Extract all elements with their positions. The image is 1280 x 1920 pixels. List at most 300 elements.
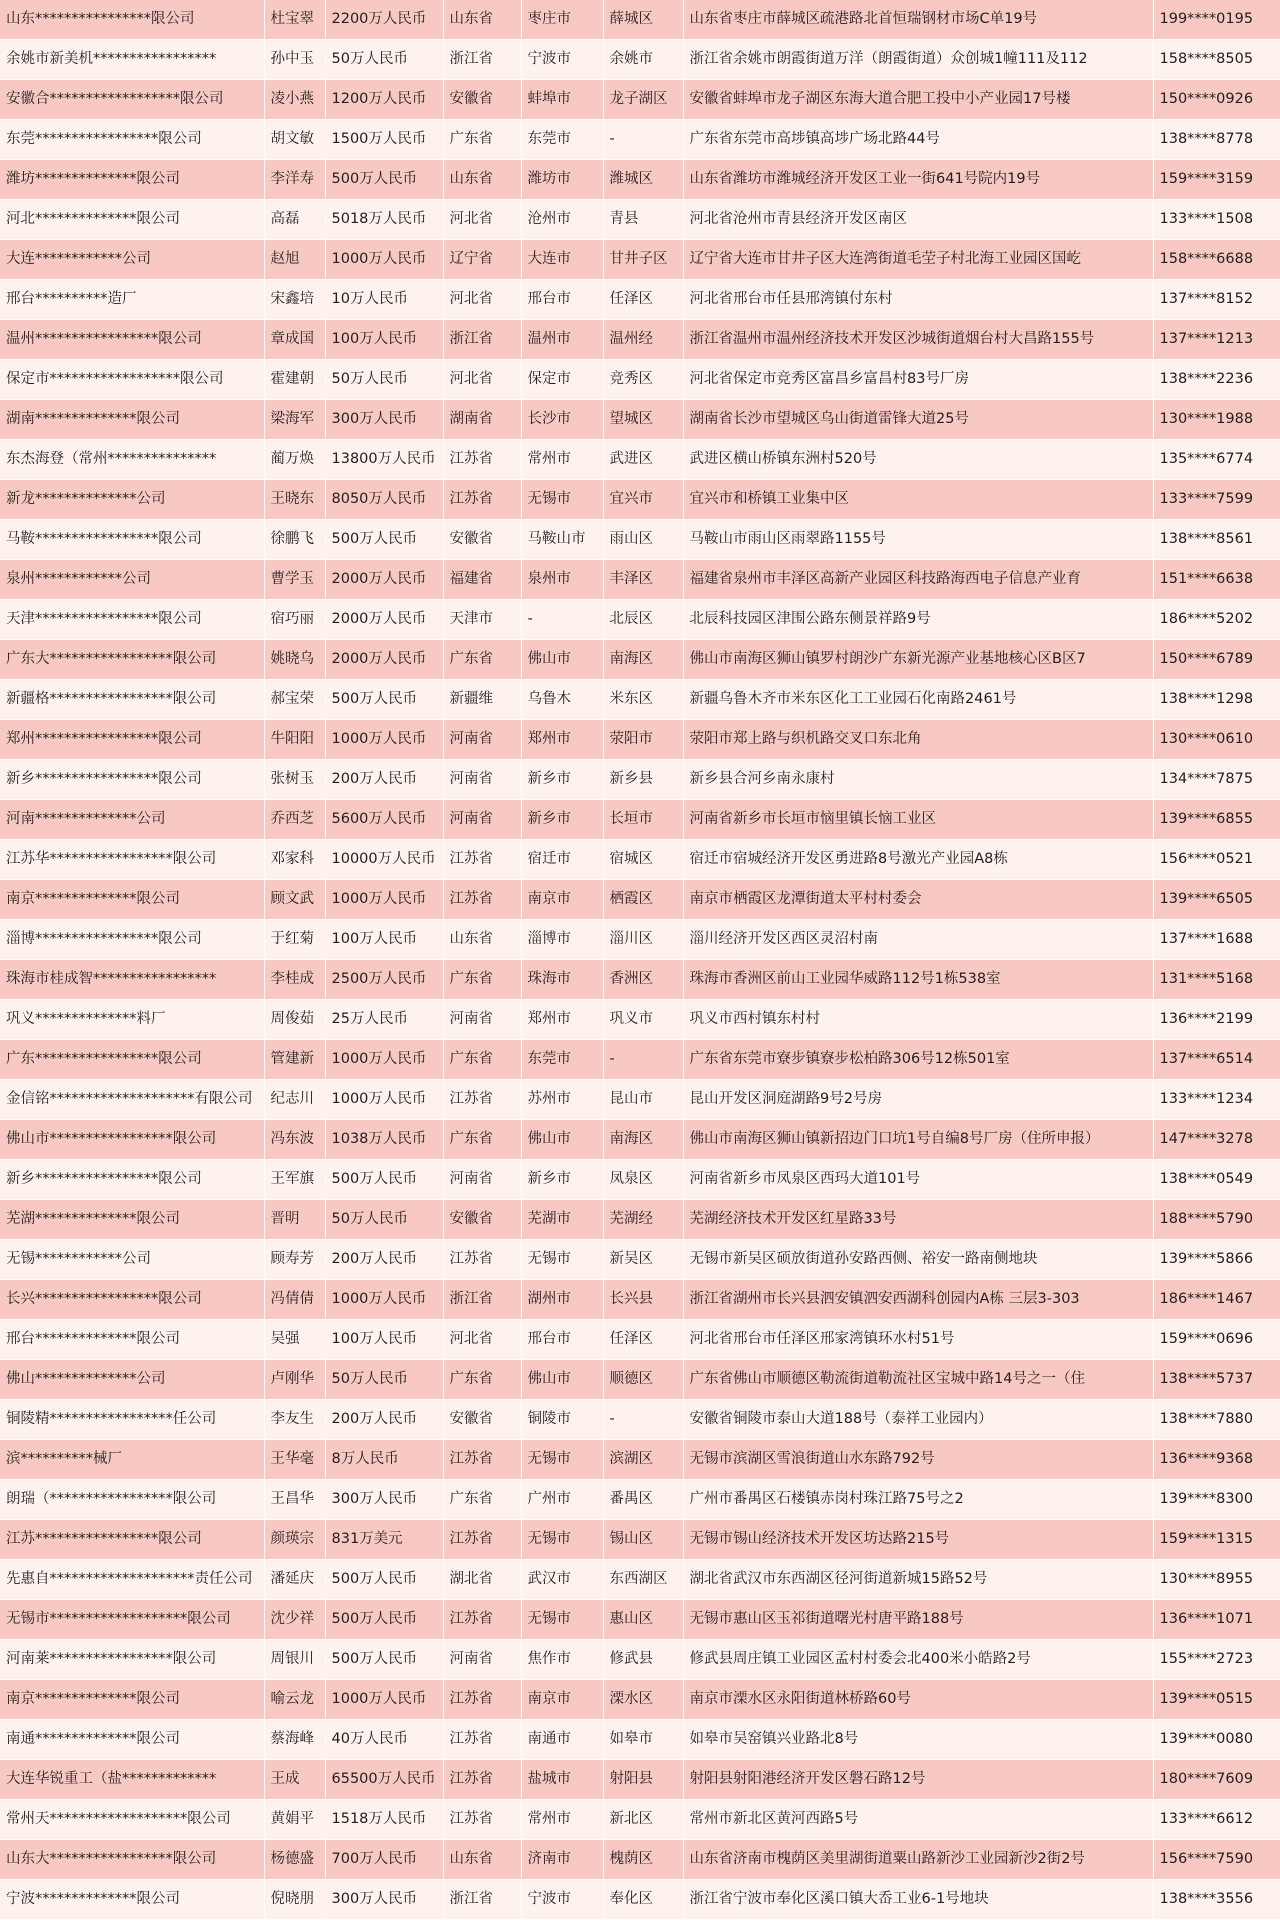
address-cell: 广州市番禺区石楼镇赤岗村珠江路75号之2 [683,1480,1153,1520]
phone-cell: 156****7590 [1153,1840,1280,1880]
registered-capital-cell: 1200万人民币 [325,80,443,120]
table-row [0,80,1280,120]
city-cell: - [521,600,603,640]
city-cell: 常州市 [521,440,603,480]
district-cell: 锡山区 [603,1520,683,1560]
address-cell: 湖北省武汉市东西湖区径河街道新城15路52号 [683,1560,1153,1600]
province-cell: 河南省 [443,720,521,760]
table-row [0,1400,1280,1440]
legal-person-cell: 纪志川 [264,1080,325,1120]
district-cell: 滨湖区 [603,1440,683,1480]
district-cell: 长兴县 [603,1280,683,1320]
legal-person-cell: 郝宝荣 [264,680,325,720]
phone-cell: 158****6688 [1153,240,1280,280]
phone-cell: 150****0926 [1153,80,1280,120]
registered-capital-cell: 1000万人民币 [325,880,443,920]
province-cell: 江苏省 [443,440,521,480]
table-row [0,0,1280,40]
province-cell: 江苏省 [443,840,521,880]
registered-capital-cell: 1000万人民币 [325,1680,443,1720]
company-name-cell: 南京**************限公司 [0,1680,264,1720]
registered-capital-cell: 1000万人民币 [325,1280,443,1320]
city-cell: 焦作市 [521,1640,603,1680]
table-row [0,640,1280,680]
table-row [0,960,1280,1000]
table-row [0,40,1280,80]
address-cell: 芜湖经济技术开发区红星路33号 [683,1200,1153,1240]
company-name-cell: 新疆格*****************限公司 [0,680,264,720]
district-cell: 淄川区 [603,920,683,960]
province-cell: 广东省 [443,960,521,1000]
registered-capital-cell: 1518万人民币 [325,1800,443,1840]
phone-cell: 139****5866 [1153,1240,1280,1280]
registered-capital-cell: 1500万人民币 [325,120,443,160]
district-cell: 温州经 [603,320,683,360]
company-name-cell: 山东大*****************限公司 [0,1840,264,1880]
company-name-cell: 河南**************公司 [0,800,264,840]
phone-cell: 139****0080 [1153,1720,1280,1760]
legal-person-cell: 牛阳阳 [264,720,325,760]
registered-capital-cell: 200万人民币 [325,760,443,800]
registered-capital-cell: 300万人民币 [325,400,443,440]
district-cell: 惠山区 [603,1600,683,1640]
legal-person-cell: 李友生 [264,1400,325,1440]
phone-cell: 138****8561 [1153,520,1280,560]
address-cell: 修武县周庄镇工业园区孟村村委会北400米小皓路2号 [683,1640,1153,1680]
registered-capital-cell: 40万人民币 [325,1720,443,1760]
phone-cell: 138****8778 [1153,120,1280,160]
table-row [0,1760,1280,1800]
province-cell: 浙江省 [443,320,521,360]
table-row [0,1480,1280,1520]
registered-capital-cell: 8050万人民币 [325,480,443,520]
registered-capital-cell: 5018万人民币 [325,200,443,240]
company-name-cell: 马鞍*****************限公司 [0,520,264,560]
city-cell: 长沙市 [521,400,603,440]
district-cell: - [603,120,683,160]
company-name-cell: 河南莱*****************限公司 [0,1640,264,1680]
province-cell: 江苏省 [443,1520,521,1560]
address-cell: 南京市栖霞区龙潭街道太平村村委会 [683,880,1153,920]
company-name-cell: 佛山市*****************限公司 [0,1120,264,1160]
city-cell: 湖州市 [521,1280,603,1320]
company-name-cell: 泉州************公司 [0,560,264,600]
registered-capital-cell: 1000万人民币 [325,1080,443,1120]
city-cell: 无锡市 [521,1440,603,1480]
table-row [0,400,1280,440]
table-row [0,1880,1280,1920]
company-name-cell: 常州天*******************限公司 [0,1800,264,1840]
phone-cell: 130****1988 [1153,400,1280,440]
registered-capital-cell: 300万人民币 [325,1880,443,1920]
province-cell: 河北省 [443,1320,521,1360]
table-row [0,1800,1280,1840]
phone-cell: 131****5168 [1153,960,1280,1000]
city-cell: 保定市 [521,360,603,400]
city-cell: 佛山市 [521,1120,603,1160]
phone-cell: 186****5202 [1153,600,1280,640]
table-row [0,1680,1280,1720]
district-cell: 新乡县 [603,760,683,800]
company-name-cell: 新乡*****************限公司 [0,1160,264,1200]
registered-capital-cell: 2000万人民币 [325,640,443,680]
company-name-cell: 东杰海登（常州*************** [0,440,264,480]
district-cell: 龙子湖区 [603,80,683,120]
legal-person-cell: 周银川 [264,1640,325,1680]
legal-person-cell: 曹学玉 [264,560,325,600]
registered-capital-cell: 2000万人民币 [325,560,443,600]
address-cell: 新疆乌鲁木齐市米东区化工工业园石化南路2461号 [683,680,1153,720]
table-row [0,1640,1280,1680]
province-cell: 安徽省 [443,520,521,560]
company-name-cell: 南京**************限公司 [0,880,264,920]
table-row [0,1120,1280,1160]
province-cell: 广东省 [443,1360,521,1400]
table-row [0,1000,1280,1040]
district-cell: 溧水区 [603,1680,683,1720]
district-cell: 南海区 [603,1120,683,1160]
city-cell: 郑州市 [521,1000,603,1040]
registered-capital-cell: 8万人民币 [325,1440,443,1480]
address-cell: 宜兴市和桥镇工业集中区 [683,480,1153,520]
district-cell: 望城区 [603,400,683,440]
table-row [0,1360,1280,1400]
table-row [0,320,1280,360]
legal-person-cell: 宿巧丽 [264,600,325,640]
legal-person-cell: 王华毫 [264,1440,325,1480]
company-name-cell: 巩义**************料厂 [0,1000,264,1040]
company-name-cell: 南通**************限公司 [0,1720,264,1760]
table-row [0,160,1280,200]
address-cell: 南京市溧水区永阳街道林桥路60号 [683,1680,1153,1720]
phone-cell: 136****1071 [1153,1600,1280,1640]
district-cell: 东西湖区 [603,1560,683,1600]
registered-capital-cell: 200万人民币 [325,1400,443,1440]
city-cell: 郑州市 [521,720,603,760]
address-cell: 北辰科技园区津围公路东侧景祥路9号 [683,600,1153,640]
registered-capital-cell: 5600万人民币 [325,800,443,840]
company-name-cell: 余姚市新美机***************** [0,40,264,80]
phone-cell: 186****1467 [1153,1280,1280,1320]
address-cell: 浙江省温州市温州经济技术开发区沙城街道烟台村大昌路155号 [683,320,1153,360]
district-cell: 槐荫区 [603,1840,683,1880]
district-cell: 昆山市 [603,1080,683,1120]
company-name-cell: 金信铭********************有限公司 [0,1080,264,1120]
phone-cell: 138****2236 [1153,360,1280,400]
district-cell: 任泽区 [603,280,683,320]
table-row [0,440,1280,480]
legal-person-cell: 姚晓乌 [264,640,325,680]
legal-person-cell: 晋明 [264,1200,325,1240]
table-row [0,880,1280,920]
province-cell: 河北省 [443,360,521,400]
province-cell: 江苏省 [443,1440,521,1480]
legal-person-cell: 黄娟平 [264,1800,325,1840]
city-cell: 宿迁市 [521,840,603,880]
phone-cell: 150****6789 [1153,640,1280,680]
district-cell: 甘井子区 [603,240,683,280]
province-cell: 江苏省 [443,1680,521,1720]
registered-capital-cell: 500万人民币 [325,1600,443,1640]
phone-cell: 188****5790 [1153,1200,1280,1240]
province-cell: 江苏省 [443,1800,521,1840]
registered-capital-cell: 700万人民币 [325,1840,443,1880]
city-cell: 宁波市 [521,40,603,80]
registered-capital-cell: 2500万人民币 [325,960,443,1000]
district-cell: 余姚市 [603,40,683,80]
district-cell: 潍城区 [603,160,683,200]
address-cell: 山东省枣庄市薛城区疏港路北首恒瑞钢材市场C单19号 [683,0,1153,40]
address-cell: 昆山开发区洞庭湖路9号2号房 [683,1080,1153,1120]
legal-person-cell: 杨德盛 [264,1840,325,1880]
legal-person-cell: 宋鑫培 [264,280,325,320]
province-cell: 河南省 [443,1160,521,1200]
district-cell: 青县 [603,200,683,240]
address-cell: 河北省保定市竞秀区富昌乡富昌村83号厂房 [683,360,1153,400]
address-cell: 辽宁省大连市甘井子区大连湾街道毛茔子村北海工业园区国屹 [683,240,1153,280]
legal-person-cell: 喻云龙 [264,1680,325,1720]
registered-capital-cell: 50万人民币 [325,360,443,400]
address-cell: 佛山市南海区狮山镇罗村朗沙广东新光源产业基地核心区B区7 [683,640,1153,680]
phone-cell: 133****1234 [1153,1080,1280,1120]
table-row [0,520,1280,560]
address-cell: 河南省新乡市凤泉区西玛大道101号 [683,1160,1153,1200]
city-cell: 蚌埠市 [521,80,603,120]
registered-capital-cell: 500万人民币 [325,1160,443,1200]
address-cell: 如皋市吴窑镇兴业路北8号 [683,1720,1153,1760]
city-cell: 无锡市 [521,1520,603,1560]
company-name-cell: 安徽合******************限公司 [0,80,264,120]
legal-person-cell: 李洋寿 [264,160,325,200]
phone-cell: 130****0610 [1153,720,1280,760]
province-cell: 山东省 [443,920,521,960]
table-row [0,560,1280,600]
table-row [0,1720,1280,1760]
company-name-cell: 新龙**************公司 [0,480,264,520]
district-cell: 宜兴市 [603,480,683,520]
address-cell: 湖南省长沙市望城区乌山街道雷锋大道25号 [683,400,1153,440]
province-cell: 新疆维 [443,680,521,720]
registered-capital-cell: 100万人民币 [325,1320,443,1360]
registered-capital-cell: 50万人民币 [325,1360,443,1400]
registered-capital-cell: 65500万人民币 [325,1760,443,1800]
city-cell: 无锡市 [521,480,603,520]
address-cell: 淄川经济开发区西区灵沼村南 [683,920,1153,960]
phone-cell: 134****7875 [1153,760,1280,800]
province-cell: 河北省 [443,200,521,240]
phone-cell: 136****2199 [1153,1000,1280,1040]
legal-person-cell: 潘延庆 [264,1560,325,1600]
address-cell: 浙江省余姚市朗霞街道万洋（朗霞街道）众创城1幢111及112 [683,40,1153,80]
legal-person-cell: 倪晓朋 [264,1880,325,1920]
legal-person-cell: 顾寿芳 [264,1240,325,1280]
phone-cell: 133****1508 [1153,200,1280,240]
district-cell: 如皋市 [603,1720,683,1760]
registered-capital-cell: 200万人民币 [325,1240,443,1280]
company-name-cell: 温州*****************限公司 [0,320,264,360]
legal-person-cell: 周俊茹 [264,1000,325,1040]
table-row [0,280,1280,320]
city-cell: 武汉市 [521,1560,603,1600]
address-cell: 福建省泉州市丰泽区高新产业园区科技路海西电子信息产业育 [683,560,1153,600]
company-name-cell: 长兴*****************限公司 [0,1280,264,1320]
province-cell: 浙江省 [443,1880,521,1920]
company-name-cell: 邢台**************限公司 [0,1320,264,1360]
province-cell: 广东省 [443,640,521,680]
district-cell: 丰泽区 [603,560,683,600]
registered-capital-cell: 2200万人民币 [325,0,443,40]
city-cell: 铜陵市 [521,1400,603,1440]
city-cell: 马鞍山市 [521,520,603,560]
district-cell: 武进区 [603,440,683,480]
city-cell: 盐城市 [521,1760,603,1800]
table-row [0,1560,1280,1600]
registered-capital-cell: 10000万人民币 [325,840,443,880]
district-cell: 南海区 [603,640,683,680]
district-cell: 宿城区 [603,840,683,880]
district-cell: 顺德区 [603,1360,683,1400]
address-cell: 马鞍山市雨山区雨翠路1155号 [683,520,1153,560]
table-row [0,200,1280,240]
address-cell: 新乡县合河乡南永康村 [683,760,1153,800]
province-cell: 河南省 [443,800,521,840]
address-cell: 安徽省铜陵市泰山大道188号（泰祥工业园内） [683,1400,1153,1440]
phone-cell: 135****6774 [1153,440,1280,480]
city-cell: 广州市 [521,1480,603,1520]
phone-cell: 139****6855 [1153,800,1280,840]
registered-capital-cell: 13800万人民币 [325,440,443,480]
legal-person-cell: 徐鹏飞 [264,520,325,560]
legal-person-cell: 卢刚华 [264,1360,325,1400]
district-cell: 香洲区 [603,960,683,1000]
province-cell: 山东省 [443,0,521,40]
address-cell: 浙江省湖州市长兴县泗安镇泗安西湖科创园内A栋 三层3-303 [683,1280,1153,1320]
company-name-cell: 广东大*****************限公司 [0,640,264,680]
city-cell: 大连市 [521,240,603,280]
phone-cell: 199****0195 [1153,0,1280,40]
district-cell: 射阳县 [603,1760,683,1800]
table-row [0,680,1280,720]
table-row [0,920,1280,960]
company-name-cell: 先惠自********************责任公司 [0,1560,264,1600]
province-cell: 湖南省 [443,400,521,440]
province-cell: 江苏省 [443,1600,521,1640]
table-row [0,1320,1280,1360]
table-row [0,720,1280,760]
legal-person-cell: 冯倩倩 [264,1280,325,1320]
city-cell: 新乡市 [521,800,603,840]
province-cell: 广东省 [443,1120,521,1160]
district-cell: 北辰区 [603,600,683,640]
city-cell: 佛山市 [521,640,603,680]
address-cell: 宿迁市宿城经济开发区勇进路8号激光产业园A8栋 [683,840,1153,880]
legal-person-cell: 吴强 [264,1320,325,1360]
province-cell: 江苏省 [443,1760,521,1800]
district-cell: 新北区 [603,1800,683,1840]
table-row [0,1520,1280,1560]
company-name-cell: 潍坊**************限公司 [0,160,264,200]
city-cell: 南通市 [521,1720,603,1760]
city-cell: 新乡市 [521,760,603,800]
legal-person-cell: 管建新 [264,1040,325,1080]
legal-person-cell: 赵旭 [264,240,325,280]
province-cell: 天津市 [443,600,521,640]
company-name-cell: 保定市******************限公司 [0,360,264,400]
company-name-cell: 山东****************限公司 [0,0,264,40]
legal-person-cell: 王军旗 [264,1160,325,1200]
registered-capital-cell: 50万人民币 [325,1200,443,1240]
phone-cell: 138****3556 [1153,1880,1280,1920]
phone-cell: 156****0521 [1153,840,1280,880]
address-cell: 巩义市西村镇东村村 [683,1000,1153,1040]
phone-cell: 138****5737 [1153,1360,1280,1400]
company-name-cell: 邢台**********造厂 [0,280,264,320]
legal-person-cell: 胡文敏 [264,120,325,160]
company-name-cell: 湖南**************限公司 [0,400,264,440]
district-cell: 巩义市 [603,1000,683,1040]
phone-cell: 137****1213 [1153,320,1280,360]
registered-capital-cell: 831万美元 [325,1520,443,1560]
city-cell: 无锡市 [521,1240,603,1280]
district-cell: - [603,1400,683,1440]
company-name-cell: 朗瑞（*****************限公司 [0,1480,264,1520]
legal-person-cell: 蔺万焕 [264,440,325,480]
company-name-cell: 新乡*****************限公司 [0,760,264,800]
registered-capital-cell: 1000万人民币 [325,240,443,280]
province-cell: 广东省 [443,1480,521,1520]
district-cell: 芜湖经 [603,1200,683,1240]
district-cell: 雨山区 [603,520,683,560]
registered-capital-cell: 50万人民币 [325,40,443,80]
phone-cell: 138****7880 [1153,1400,1280,1440]
address-cell: 无锡市滨湖区雪浪街道山水东路792号 [683,1440,1153,1480]
district-cell: 凤泉区 [603,1160,683,1200]
legal-person-cell: 乔西芝 [264,800,325,840]
city-cell: 温州市 [521,320,603,360]
phone-cell: 138****0549 [1153,1160,1280,1200]
province-cell: 山东省 [443,1840,521,1880]
company-name-cell: 芜湖**************限公司 [0,1200,264,1240]
phone-cell: 136****9368 [1153,1440,1280,1480]
province-cell: 江苏省 [443,1240,521,1280]
province-cell: 广东省 [443,1040,521,1080]
phone-cell: 137****8152 [1153,280,1280,320]
registered-capital-cell: 300万人民币 [325,1480,443,1520]
company-name-cell: 江苏*****************限公司 [0,1520,264,1560]
province-cell: 河北省 [443,280,521,320]
registered-capital-cell: 1000万人民币 [325,1040,443,1080]
province-cell: 安徽省 [443,1200,521,1240]
province-cell: 江苏省 [443,480,521,520]
address-cell: 佛山市南海区狮山镇新招边门口坑1号自编8号厂房（住所申报） [683,1120,1153,1160]
province-cell: 河南省 [443,760,521,800]
city-cell: 枣庄市 [521,0,603,40]
phone-cell: 137****6514 [1153,1040,1280,1080]
district-cell: 番禺区 [603,1480,683,1520]
phone-cell: 147****3278 [1153,1120,1280,1160]
city-cell: 宁波市 [521,1880,603,1920]
legal-person-cell: 王成 [264,1760,325,1800]
legal-person-cell: 于红菊 [264,920,325,960]
registered-capital-cell: 25万人民币 [325,1000,443,1040]
city-cell: 济南市 [521,1840,603,1880]
province-cell: 福建省 [443,560,521,600]
phone-cell: 159****0696 [1153,1320,1280,1360]
registered-capital-cell: 1038万人民币 [325,1120,443,1160]
table-row [0,600,1280,640]
company-name-cell: 无锡************公司 [0,1240,264,1280]
phone-cell: 133****7599 [1153,480,1280,520]
